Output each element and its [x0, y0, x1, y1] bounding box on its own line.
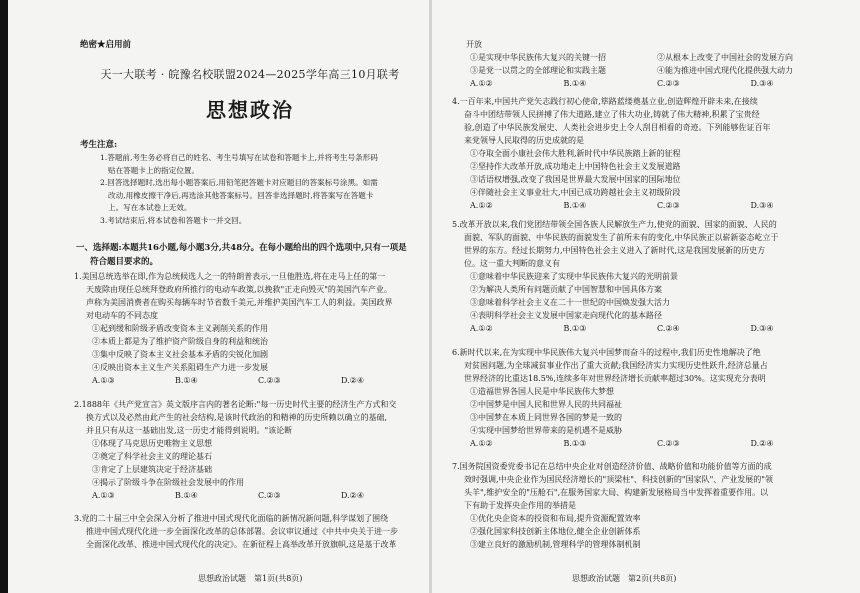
option: ③意味着科学社会主义在二十一世纪的中国焕发强大活力: [470, 298, 670, 307]
note-line: 贴在答题卡上的指定位置。: [108, 165, 200, 175]
answer-choices: [452, 77, 844, 90]
page-2: [452, 0, 844, 593]
choice-c: C.②③: [258, 376, 281, 385]
question-line: 并且只有从这一基础出发,这一历史才能得到说明。"该论断: [86, 426, 293, 435]
choice-d: D.②④: [341, 491, 365, 500]
question-line: 对贫困问题,为全球减贫事业作出了重大贡献;我国经济实力实现历史性跃升,经济总量占: [464, 361, 768, 370]
choice-c: C.②③: [657, 201, 680, 210]
choice-b: B.①③: [563, 439, 587, 448]
notes-title: 考生注意:: [80, 140, 118, 150]
option: ④能为推进中国式现代化提供强大动力: [657, 66, 793, 75]
question-line: 头羊",维护安全的"压舱石",在服务国家大局、构建新发展格局当中发挥着重要作用。以: [464, 488, 769, 497]
choice-a: A.①③: [92, 376, 115, 385]
choice-d: D.③④: [750, 201, 774, 210]
page-footer: 思想政治试题 第1页(共8页): [198, 574, 303, 583]
option: ②奠定了科学社会主义的理论基石: [92, 452, 212, 461]
question-line: 7.国务院国资委党委书记在总结中央企业对创造经济价值、战略价值和功能价值等方面的成: [452, 462, 772, 471]
answer-choices: [452, 322, 844, 335]
question-1: [74, 270, 424, 387]
note-line: 2.回答选择题时,选出每小题答案后,用铅笔把答题卡对应题目的答案标号涂黑。如需: [100, 178, 378, 187]
option: ④表明科学社会主义发展中国家走向现代化的基本路径: [470, 311, 662, 320]
question-line: 换方式以及必然由此产生的社会结构,是该时代政治的和精神的历史所赖以确立的基础,: [86, 413, 388, 422]
answer-choices: [74, 374, 424, 387]
question-line: 2.1888年《共产党宣言》英文版序言内的著名论断:"每一历史时代主要的经济生产方式和交: [74, 400, 397, 409]
question-line: 验,创造了中华民族发展史、人类社会进步史上令人刮目相看的奇迹。下列能够佐证百年: [464, 123, 771, 132]
question-line: 推进中国式现代化进一步全面深化改革的总体部署。会议审议通过《中共中央关于进一步: [86, 527, 398, 536]
choice-a: A.①②: [470, 324, 493, 333]
answer-choices: [74, 489, 424, 502]
question-line: 世界的东方。经过长期努力,中国特色社会主义进入了新时代,这是我国发展新的历史方: [464, 246, 766, 255]
subject-title: 思想政治: [206, 98, 294, 122]
scan-border: [0, 0, 8, 593]
choice-c: C.②④: [657, 324, 680, 333]
section-line: 一、选择题:本题共16小题,每小题3分,共48分。在每小题给出的四个选项中,只有一项是: [76, 243, 407, 253]
note-line: 改动,用橡皮擦干净后,再选涂其他答案标号。回答非选择题时,将答案写在答题卡: [108, 190, 374, 200]
option: ③中国梦在本质上同世界各国的梦是一致的: [470, 413, 622, 422]
question-line: 5.改革开放以来,我们党团结带领全国各族人民解放生产力,使党的面貌、国家的面貌、人民的: [452, 220, 777, 229]
question-4: [452, 95, 844, 212]
section-line: 符合题目要求的。: [90, 257, 159, 267]
option: ②本质上都是为了维护资产阶级自身的利益和统治: [92, 337, 268, 346]
choice-b: B.①④: [175, 376, 198, 385]
page-footer: 思想政治试题 第2页(共8页): [572, 574, 677, 583]
option: ③集中反映了资本主义社会基本矛盾的尖锐化加剧: [92, 350, 268, 359]
page-divider: [429, 0, 432, 593]
answer-choices: [452, 437, 844, 450]
option-row: [452, 64, 844, 77]
choice-a: A.①②: [470, 201, 493, 210]
option: ①优化央企资本的投资和布局,提升资源配置效率: [470, 514, 641, 523]
secret-label: 绝密★启用前: [80, 40, 132, 50]
option: ③话语权增强,改变了我国是世界最大发展中国家的国际地位: [470, 175, 681, 184]
choice-d: D.③④: [750, 324, 774, 333]
question-6: [452, 346, 844, 450]
choice-b: B.①④: [563, 201, 587, 210]
question-line: 6.新时代以来,在为实现中华民族伟大复兴中国梦而奋斗的过程中,我们历史性地解决了绝: [452, 348, 761, 357]
option: ②从根本上改变了中国社会的发展方向: [657, 53, 793, 62]
answer-choices: [452, 199, 844, 212]
option: ④反映出资本主义生产关系阻碍生产力进一步发展: [92, 363, 268, 372]
question-line: 位。这一重大判断的意义有: [464, 259, 560, 268]
option: ②中国梦是中国人民和世界人民的共同福祉: [470, 400, 622, 409]
choice-d: D.③④: [750, 79, 774, 88]
question-line: 开放: [466, 40, 482, 49]
option: ③建立良好的激励机制,管理科学的管理体制机制: [470, 540, 641, 549]
question-line: 全面深化改革、推进中国式现代化的决定》。在新征程上高举改革开放旗帜,这是基于改革: [86, 540, 397, 549]
option: ③肯定了上层建筑决定于经济基础: [92, 465, 212, 474]
option: ①意味着中华民族迎来了实现中华民族伟大复兴的光明前景: [470, 272, 678, 281]
choice-b: B.①③: [563, 324, 587, 333]
question-5: [452, 218, 844, 335]
question-7: [452, 460, 844, 551]
question-3-continued: [452, 38, 844, 90]
question-3: [74, 512, 424, 551]
choice-d: D.②④: [750, 439, 774, 448]
section-heading: [76, 241, 424, 269]
option: ④揭示了阶级斗争在阶级社会发展中的作用: [92, 478, 244, 487]
option: ④伴随社会主义事业壮大,中国已成功跨越社会主义初级阶段: [470, 188, 681, 197]
choice-c: C.②③: [258, 491, 281, 500]
question-line: 对电动车的不同态度: [86, 311, 158, 320]
question-line: 1.美国总统选举在即,作为总统候选人之一的特朗普表示,一旦他胜选,将在走马上任的第一: [74, 272, 386, 281]
choice-c: C.②③: [657, 439, 680, 448]
option: ①是实现中华民族伟大复兴的关键一招: [470, 53, 606, 62]
exam-title: 天一大联考 · 皖豫名校联盟2024—2025学年高三10月联考: [100, 68, 400, 81]
choice-d: D.②④: [341, 376, 365, 385]
choice-c: C.②③: [657, 79, 680, 88]
question-line: 奋斗中团结带领人民拼搏了伟大道路,建立了伟大功业,铸就了伟大精神,积累了宝贵经: [464, 110, 760, 119]
option: ②为解决人类所有问题贡献了中国智慧和中国具体方案: [470, 285, 662, 294]
option: ①体现了马克思历史唯物主义思想: [92, 439, 212, 448]
question-2: [74, 398, 424, 502]
question-line: 效时强调,中央企业作为国民经济增长的"顶梁柱"、科技创新的"国家队"、产业发展的"领: [464, 475, 773, 484]
question-line: 天废除由现任总统拜登政府所推行的电动车政策,以挽救"正走向毁灭"的美国汽车产业。: [86, 285, 392, 294]
option: ①造福世界各国人民是中华民族伟大梦想: [470, 387, 614, 396]
option: ②强化国家科技创新主体地位,健全企业创新体系: [470, 527, 641, 536]
question-line: 来党领导人民取得的历史成就的是: [464, 136, 584, 145]
option: ④实现中国梦给世界带来的是机遇不是威胁: [470, 426, 622, 435]
note-line: 1.答题前,考生务必将自己的姓名、考生号填写在试卷和答题卡上,并将考生号条形码: [100, 153, 378, 162]
question-line: 3.党的二十届三中全会深入分析了推进中国式现代化面临的新情况新问题,科学谋划了围绕: [74, 514, 389, 523]
question-line: 声称为美国消费者在购买每辆车时节省数千美元,并维护美国汽车工人的利益。美国政界: [86, 298, 393, 307]
question-line: 面貌、军队的面貌、中华民族的面貌发生了前所未有的变化,中华民族正以崭新姿态屹立于: [464, 233, 779, 242]
note-line: 上。写在本试卷上无效。: [108, 203, 192, 212]
option-row: [452, 51, 844, 64]
question-line: 世界经济的比重达18.5%,连续多年对世界经济增长贡献率超过30%。这实现充分表明: [464, 374, 766, 383]
choice-a: A.①②: [470, 439, 493, 448]
choice-b: B.①④: [563, 79, 587, 88]
option: ①起到缓和阶级矛盾改变资本主义剥削关系的作用: [92, 324, 268, 333]
note-line: 3.考试结束后,将本试卷和答题卡一并交回。: [100, 215, 247, 225]
option: ③是党一以贯之的全部理论和实践主题: [470, 66, 606, 75]
question-line: 下有助于发挥央企作用的举措是: [464, 501, 576, 510]
option: ②坚持作大改革开放,成功地走上中国特色社会主义发展道路: [470, 162, 681, 171]
page-1: [74, 0, 420, 593]
question-line: 4.一百年来,中国共产党矢志践行初心使命,筚路蓝缕奠基立业,创造辉煌开辟未来,在接续: [452, 97, 758, 106]
choice-b: B.①④: [175, 491, 198, 500]
choice-a: A.①②: [470, 79, 493, 88]
option: ①夺取全面小康社会伟大胜利,新时代中华民族踏上新的征程: [470, 149, 681, 158]
choice-a: A.①③: [92, 491, 115, 500]
notes-list: [100, 152, 422, 227]
